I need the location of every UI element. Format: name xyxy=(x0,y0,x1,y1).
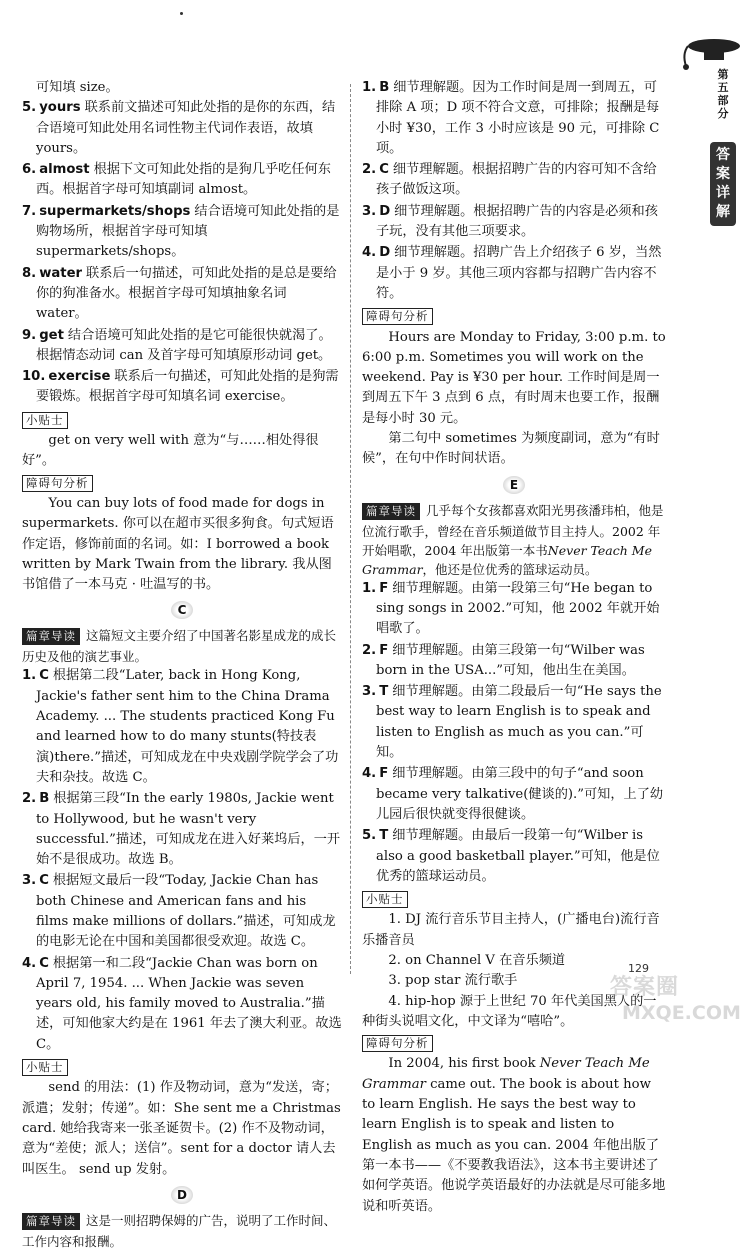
item-explanation: 根据下文可知此处指的是狗几乎吃任何东西。根据首字母可知填副词 almost。 xyxy=(36,162,331,198)
item-explanation: 联系后一句描述，可知此处指的是总是要给你的狗准备水。根据首字母可知填抽象名词 water。 xyxy=(36,265,337,322)
answer-item xyxy=(22,98,342,159)
item-explanation: 结合语境可知此处指的是它可能很快就渴了。根据情态动词 can 及首字母可知填原形动词 get。 xyxy=(36,327,332,363)
item-explanation: 根据短文最后一段“Today, Jackie Chan has both Chinese and American fans and his films make millions of dollars.”描述，可知成龙的电影无论在中国和美国都很受欢迎。故选 C。 xyxy=(36,873,336,950)
guide-d xyxy=(22,1210,342,1251)
tip-item: 1. DJ 流行音乐节目主持人，(广播电台)流行音乐播音员 xyxy=(362,912,660,948)
item-answer: F xyxy=(379,642,389,658)
barrier-text xyxy=(362,1054,666,1216)
fill-answer-list xyxy=(22,98,342,407)
item-number: 2. xyxy=(362,642,377,658)
item-explanation: 细节理解题。由最后一段第一句“Wilber is also a good basketball player.”可知，他是位优秀的篮球运动员。 xyxy=(376,828,660,884)
barrier-text: You can buy lots of food made for dogs in supermarkets. 你可以在超市买很多狗食。句式短语作定语，修饰前面的名词。如：I borrowed a book written by Mark Twain from the library. 我从图书馆借了一本马克 · 吐温写的书。 xyxy=(22,495,334,593)
answer-item xyxy=(22,264,342,325)
item-answer: get xyxy=(39,327,64,343)
part-label: 第五部分 xyxy=(717,68,729,120)
answer-item xyxy=(22,789,342,870)
item-number: 9. xyxy=(22,327,37,343)
answer-item xyxy=(362,243,666,304)
answer-item xyxy=(22,326,342,367)
item-answer: F xyxy=(379,580,389,596)
barrier-text: Hours are Monday to Friday, 3:00 p.m. to 6:00 p.m. Sometimes you will work on the weekend. Pay is ¥30 per hour. 工作时间是周一到周五下午 3 点到 6 点，有时周末也要工作，报酬是每小时 30 元。 xyxy=(362,329,666,426)
answer-item xyxy=(22,666,342,788)
item-explanation: 根据第一和二段“Jackie Chan was born on April 7, 1954. ... When Jackie was seven years old, his family moved to Australia.”描述，可知他家大约是在 1961 年去了澳大利亚。故选 C。 xyxy=(36,955,342,1052)
item-explanation: 细节理解题。根据招聘广告的内容是必须和孩子玩，没有其他三项要求。 xyxy=(376,203,658,240)
item-answer: B xyxy=(379,80,390,95)
item-answer: supermarkets/shops xyxy=(39,203,191,219)
item-number: 4. xyxy=(362,245,377,261)
answer-list-e xyxy=(362,579,666,887)
answer-item xyxy=(22,202,342,263)
section-letter-e: E xyxy=(503,476,525,494)
column-divider xyxy=(350,84,351,974)
tip-list xyxy=(362,910,666,1032)
item-answer: B xyxy=(39,791,50,807)
guide-e xyxy=(362,500,666,579)
section-letter-d: D xyxy=(171,1186,193,1204)
item-answer: C xyxy=(39,955,49,971)
section-side-tab xyxy=(704,60,744,230)
item-explanation: 细节理解题。根据招聘广告的内容可知不含给孩子做饭这项。 xyxy=(376,162,657,198)
tip-tag: 小贴士 xyxy=(22,1059,68,1076)
item-answer: exercise xyxy=(48,369,111,385)
answer-list-d xyxy=(362,78,666,304)
item-explanation: 根据第三段“In the early 1980s, Jackie went to Hollywood, but he wasn't very successful.”描述，可知成龙在进入好莱坞后，一开始不是很成功。故选 B。 xyxy=(36,791,341,868)
guide-tag: 篇章导读 xyxy=(22,628,80,645)
tip-tag: 小贴士 xyxy=(362,891,408,908)
item-answer: almost xyxy=(39,162,90,178)
item-number: 3. xyxy=(362,684,377,700)
page-number: 129 xyxy=(628,962,649,975)
answer-item xyxy=(362,764,666,825)
tip-item: 3. pop star 流行歌手 xyxy=(388,973,518,989)
item-number: 5. xyxy=(362,828,377,844)
item-number: 5. xyxy=(22,100,37,116)
item-explanation: 细节理解题。由第二段最后一句“He says the best way to learn English is to speak and listen to English as much as you can.”可知。 xyxy=(376,684,662,761)
item-explanation: 细节理解题。由第一段第三句“He began to sing songs in 2002.”可知，他 2002 年就开始唱歌了。 xyxy=(376,580,660,637)
guide-c xyxy=(22,625,342,666)
printing-dot xyxy=(180,12,183,15)
item-answer: D xyxy=(379,245,391,261)
right-column xyxy=(362,78,666,1217)
answer-item xyxy=(362,682,666,763)
item-number: 2. xyxy=(362,162,377,178)
item-number: 1. xyxy=(22,668,37,684)
answer-item xyxy=(362,579,666,640)
answer-item xyxy=(362,641,666,682)
item-explanation: 细节理解题。因为工作时间是周一到周五，可排除 A 项；D 项不符合文意，可排除；报酬是每小时 ¥30，工作 3 小时应该是 90 元，可排除 C 项。 xyxy=(376,80,660,156)
answer-item xyxy=(362,826,666,887)
item-answer: D xyxy=(379,203,391,219)
watermark-url: MXQE.COM xyxy=(622,1002,741,1024)
guide-text: 几乎每个女孩都喜欢阳光男孩潘玮柏，他是位流行歌手，曾经在音乐频道做节目主持人。2002 年开始唱歌，2004 年出版第一本书 xyxy=(362,502,664,558)
item-answer: F xyxy=(379,766,389,782)
item-number: 10. xyxy=(22,369,46,385)
section-letter-c: C xyxy=(171,601,193,619)
continued-line: 可知填 size。 xyxy=(36,80,119,95)
item-answer: C xyxy=(39,668,49,684)
guide-text: 这是一则招聘保姆的广告，说明了工作时间、工作内容和报酬。 xyxy=(22,1212,337,1249)
answer-item xyxy=(22,160,342,201)
guide-tag: 篇章导读 xyxy=(22,1213,80,1230)
tip-text: get on very well with 意为“与……相处得很好”。 xyxy=(22,433,319,469)
item-answer: yours xyxy=(39,100,81,116)
barrier-tag: 障碍句分析 xyxy=(22,475,93,492)
item-explanation: 细节理解题。由第三段第一句“Wilber was born in the USA...”可知，他出生在美国。 xyxy=(376,642,645,678)
item-number: 1. xyxy=(362,580,377,596)
barrier-part-1: In 2004, his first book xyxy=(388,1056,540,1072)
barrier-tag: 障碍句分析 xyxy=(362,308,433,325)
item-explanation: 细节理解题。招聘广告上介绍孩子 6 岁，当然是小于 9 岁。其他三项内容都与招聘广告内容不符。 xyxy=(376,245,662,301)
guide-text: 这篇短文主要介绍了中国著名影星成龙的成长历史及他的演艺事业。 xyxy=(22,628,337,665)
item-number: 4. xyxy=(22,955,37,971)
answer-item xyxy=(362,202,666,243)
answer-item xyxy=(22,871,342,952)
item-answer: water xyxy=(39,265,83,281)
guide-text-2: ，他还是位优秀的篮球运动员。 xyxy=(422,561,598,577)
answers-title: 答案详解 xyxy=(710,142,736,226)
book-title: Never Teach Me Grammar xyxy=(362,542,652,577)
tip-item: 4. hip-hop 源于上世纪 70 年代美国黑人的一种街头说唱文化，中文译为“嘻哈”。 xyxy=(362,993,657,1029)
barrier-part-2: came out. The book is about how to learn English. He says the best way to learn English is to speak and listen to English as much as you can. 2004 年他出版了第一本书——《不要教我语法》，这本书主要讲述了如何学英语。他说学英语最好的办法就是尽可能多地说和听英语。 xyxy=(362,1076,666,1214)
item-answer: C xyxy=(39,873,49,889)
item-explanation: 结合语境可知此处指的是购物场所，根据首字母可知填 supermarkets/shops。 xyxy=(36,203,340,260)
item-number: 3. xyxy=(362,203,377,219)
tip-tag: 小贴士 xyxy=(22,412,68,429)
answer-item xyxy=(362,78,666,159)
answer-item xyxy=(362,160,666,201)
item-number: 3. xyxy=(22,873,37,889)
barrier-tag: 障碍句分析 xyxy=(362,1035,433,1052)
item-answer: T xyxy=(379,684,389,700)
item-explanation: 联系后一句描述，可知此处指的是狗需要锻炼。根据首字母可知填名词 exercise。 xyxy=(36,369,339,405)
item-number: 6. xyxy=(22,162,37,178)
item-number: 1. xyxy=(362,80,377,95)
item-explanation: 根据第二段“Later, back in Hong Kong, Jackie's father sent him to the China Drama Academy. ... The students practiced Kong Fu and learned how to do many stunts(特技表演)there.”描述，可知成龙在中央戏剧学院学会了功夫和杂技。故选 C。 xyxy=(36,668,339,785)
graduation-cap-icon xyxy=(674,32,744,72)
item-explanation: 细节理解题。由第三段中的句子“and soon became very talkative(健谈的).”可知，上了幼儿园后很快就变得很健谈。 xyxy=(376,766,664,822)
watermark-logo: 答案圈 xyxy=(610,975,680,1000)
item-number: 2. xyxy=(22,791,37,807)
answer-item xyxy=(22,367,342,408)
tip-item: 2. on Channel V 在音乐频道 xyxy=(388,952,566,968)
item-number: 7. xyxy=(22,203,37,219)
answer-list-c xyxy=(22,666,342,1055)
book-title: Never Teach Me Grammar xyxy=(362,1056,650,1092)
barrier-text-2: 第二句中 sometimes 为频度副词，意为“有时候”，在句中作时间状语。 xyxy=(362,431,660,467)
guide-tag: 篇章导读 xyxy=(362,503,420,520)
item-number: 8. xyxy=(22,265,37,281)
item-number: 4. xyxy=(362,766,377,782)
tip-text: send 的用法：(1) 作及物动词，意为“发送，寄；派遣；发射；传递”。如：She sent me a Christmas card. 她给我寄来一张圣诞贺卡。(2) 作不及物动词，意为“差使；派人；送信”。sent for a doctor 请人去叫医生。 send up 发射。 xyxy=(22,1080,341,1177)
item-answer: T xyxy=(379,828,389,844)
left-column xyxy=(22,78,342,1251)
item-explanation: 联系前文描述可知此处指的是你的东西，结合语境可知此处用名词性物主代词作表语，故填 yours。 xyxy=(36,100,336,156)
item-answer: C xyxy=(379,162,389,178)
